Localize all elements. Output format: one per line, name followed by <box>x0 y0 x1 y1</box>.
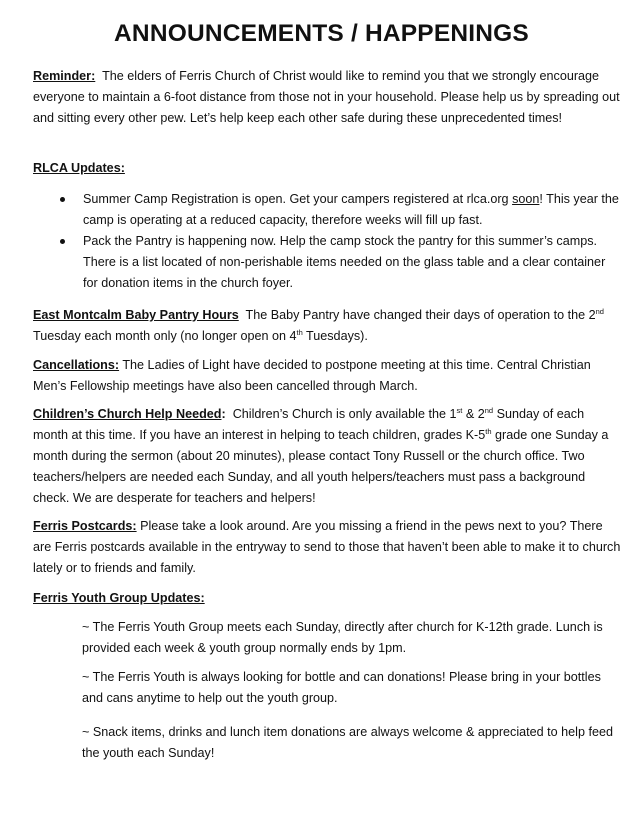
rlca-item-text: Summer Camp Registration is open. Get your campers registered at rlca.org <box>83 192 509 206</box>
baby-pantry-label: East Montcalm Baby Pantry Hours <box>33 308 239 322</box>
baby-pantry-text: Tuesdays). <box>306 329 368 343</box>
ordinal-suffix: st <box>456 406 463 415</box>
rlca-item-text-cont: ! This year the camp is operating at a reduced capacity, therefore weeks will fill up fast. <box>83 192 619 227</box>
postcards-paragraph <box>33 516 621 579</box>
ordinal-suffix: nd <box>484 406 494 415</box>
list-item: ~ The Ferris Youth is always looking for bottle and can donations! Please bring in your bottles and cans anytime to help out the youth group. <box>82 670 601 705</box>
ordinal-suffix: th <box>485 427 492 436</box>
youth-heading <box>33 588 621 609</box>
childrens-church-text: & 2 <box>465 407 485 421</box>
cancellations-text: The Ladies of Light have decided to postpone meeting at this time. Central Christian Men’s Fellowship meetings have also been cancelled through March. <box>33 358 591 393</box>
cancellations-paragraph <box>33 355 621 397</box>
list-item: ~ Snack items, drinks and lunch item donations are always welcome & appreciated to help feed the youth each Sunday! <box>82 725 613 760</box>
ordinal-suffix: th <box>296 328 303 337</box>
baby-pantry-text: Tuesday each month only (no longer open on 4 <box>33 329 297 343</box>
childrens-church-text: Sunday of each month at this time. If you have an interest in helping to teach children, grades K-5 <box>33 407 585 442</box>
baby-pantry-text: The Baby Pantry have changed their days of operation to the 2 <box>245 308 596 322</box>
reminder-label: Reminder: <box>33 69 96 83</box>
label-colon: : <box>221 407 226 421</box>
postcards-text: Please take a look around. Are you missing a friend in the pews next to you? There are Ferris postcards available in the entryway to send to those that haven’t been able to make it to church lately or to friends and family. <box>33 519 621 575</box>
childrens-church-paragraph <box>33 404 621 509</box>
childrens-church-text: grade one Sunday a month during the sermon (about 20 minutes), please contact Tony Russell or the church office. Two teachers/helpers are needed each Sunday, and all youth helpers/teachers must pass a background check. We are desperate for teachers and helpers! <box>33 428 609 505</box>
ordinal-suffix: nd <box>595 307 604 316</box>
list-item: ~ The Ferris Youth Group meets each Sunday, directly after church for K-12th grade. Lunch is provided each week & youth group normally ends by 1pm. <box>82 620 603 655</box>
rlca-heading <box>33 158 621 179</box>
rlca-item-text: Pack the Pantry is happening now. Help the camp stock the pantry for this summer’s camps. There is a list located of non-perishable items needed on the glass table and a clear container for donation items in the church foyer. <box>83 234 606 290</box>
soon-link: soon <box>512 192 540 206</box>
childrens-church-label: Children’s Church Help Needed <box>33 407 222 421</box>
cancellations-label: Cancellations: <box>33 358 120 372</box>
baby-pantry-paragraph <box>33 305 621 347</box>
childrens-church-text: Children’s Church is only available the 1 <box>232 407 457 421</box>
bullet-icon <box>60 239 65 244</box>
reminder-paragraph <box>33 66 621 129</box>
list-item <box>33 231 621 294</box>
page-title: ANNOUNCEMENTS / HAPPENINGS <box>114 20 529 47</box>
rlca-label: RLCA Updates: <box>33 161 125 175</box>
rlca-list <box>33 189 621 294</box>
list-item <box>33 189 621 231</box>
youth-label: Ferris Youth Group Updates: <box>33 591 205 605</box>
reminder-text: The elders of Ferris Church of Christ would like to remind you that we strongly encourage everyone to maintain a 6-foot distance from those not in your household. Please help us by spreading out and sitting every other pew. Let’s help keep each other safe during these unprecedented times! <box>33 69 620 125</box>
bullet-icon <box>60 197 65 202</box>
postcards-label: Ferris Postcards: <box>33 519 137 533</box>
